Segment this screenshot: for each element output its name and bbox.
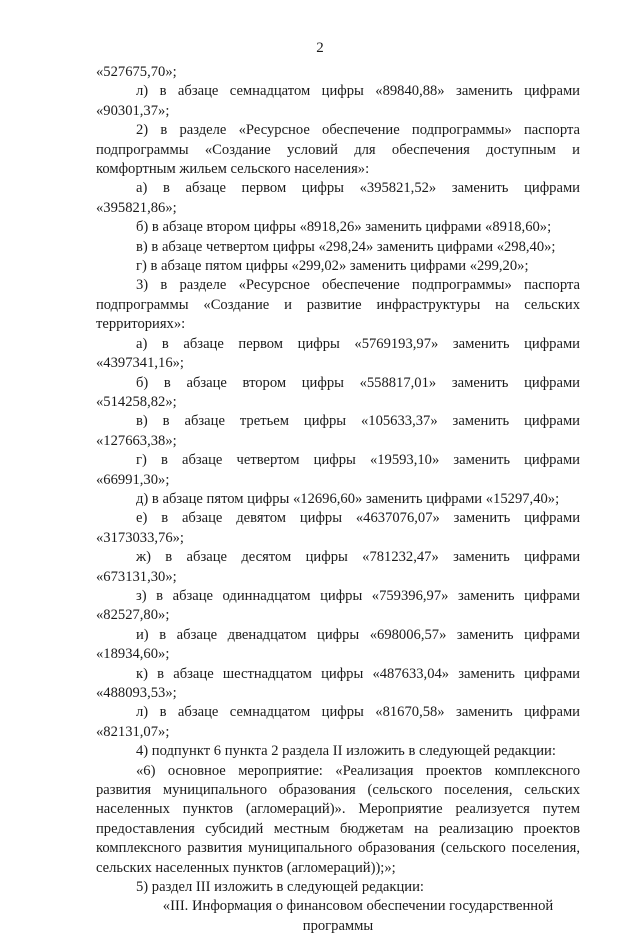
paragraph: к) в абзаце шестнадцатом цифры «487633,04» заменить цифрами «488093,53»; — [96, 665, 580, 701]
paragraph: в) в абзаце четвертом цифры «298,24» заменить цифрами «298,40»; — [136, 238, 556, 255]
paragraph: б) в абзаце втором цифры «8918,26» заменить цифрами «8918,60»; — [136, 219, 552, 236]
paragraph: з) в абзаце одиннадцатом цифры «759396,97» заменить цифрами «82527,80»; — [96, 587, 580, 624]
paragraph: г) в абзаце пятом цифры «299,02» заменить цифрами «299,20»; — [136, 258, 529, 275]
paragraph: 4) подпункт 6 пункта 2 раздела II изложить в следующей редакции: — [136, 743, 556, 760]
section-heading-continuation: программы — [302, 917, 374, 934]
document-body — [96, 63, 580, 936]
paragraph: «6) основное мероприятие: «Реализация проектов комплексного развития муниципального образования (сельского поселения, сельских населенных пунктов (агломераций)». Мероприятие реализуется путем предоставления субсидий местным бюджетам на реализацию проектов комплексного развития муниципального образования (сельского поселения, сельских населенных пунктов (агломераций));»; — [96, 762, 580, 876]
paragraph: в) в абзаце третьем цифры «105633,37» заменить цифрами «127663,38»; — [96, 413, 580, 449]
paragraph: л) в абзаце семнадцатом цифры «89840,88» заменить цифрами «90301,37»; — [96, 83, 580, 119]
paragraph: д) в абзаце пятом цифры «12696,60» заменить цифрами «15297,40»; — [136, 490, 560, 507]
paragraph: 5) раздел III изложить в следующей редакции: — [136, 879, 424, 896]
paragraph: и) в абзаце двенадцатом цифры «698006,57» заменить цифрами «18934,60»; — [96, 626, 580, 663]
paragraph: г) в абзаце четвертом цифры «19593,10» заменить цифрами «66991,30»; — [96, 452, 580, 488]
paragraph: «527675,70»; — [96, 64, 177, 80]
paragraph: 2) в разделе «Ресурсное обеспечение подпрограммы» паспорта подпрограммы «Создание условий для обеспечения доступным и комфортным жильем сельского населения»: — [96, 122, 580, 178]
paragraph: л) в абзаце семнадцатом цифры «81670,58» заменить цифрами «82131,07»; — [96, 704, 580, 740]
section-heading: «III. Информация о финансовом обеспечении государственной — [162, 898, 554, 915]
page-number: 2 — [316, 40, 324, 56]
paragraph: а) в абзаце первом цифры «5769193,97» заменить цифрами «4397341,16»; — [96, 335, 580, 372]
paragraph: а) в абзаце первом цифры «395821,52» заменить цифрами «395821,86»; — [96, 180, 580, 216]
paragraph: е) в абзаце девятом цифры «4637076,07» заменить цифрами «3173033,76»; — [96, 510, 580, 546]
paragraph: ж) в абзаце десятом цифры «781232,47» заменить цифрами «673131,30»; — [96, 549, 580, 585]
paragraph: 3) в разделе «Ресурсное обеспечение подпрограммы» паспорта подпрограммы «Создание и развитие инфраструктуры на сельских территориях»: — [96, 277, 580, 333]
paragraph: б) в абзаце втором цифры «558817,01» заменить цифрами «514258,82»; — [96, 374, 580, 410]
